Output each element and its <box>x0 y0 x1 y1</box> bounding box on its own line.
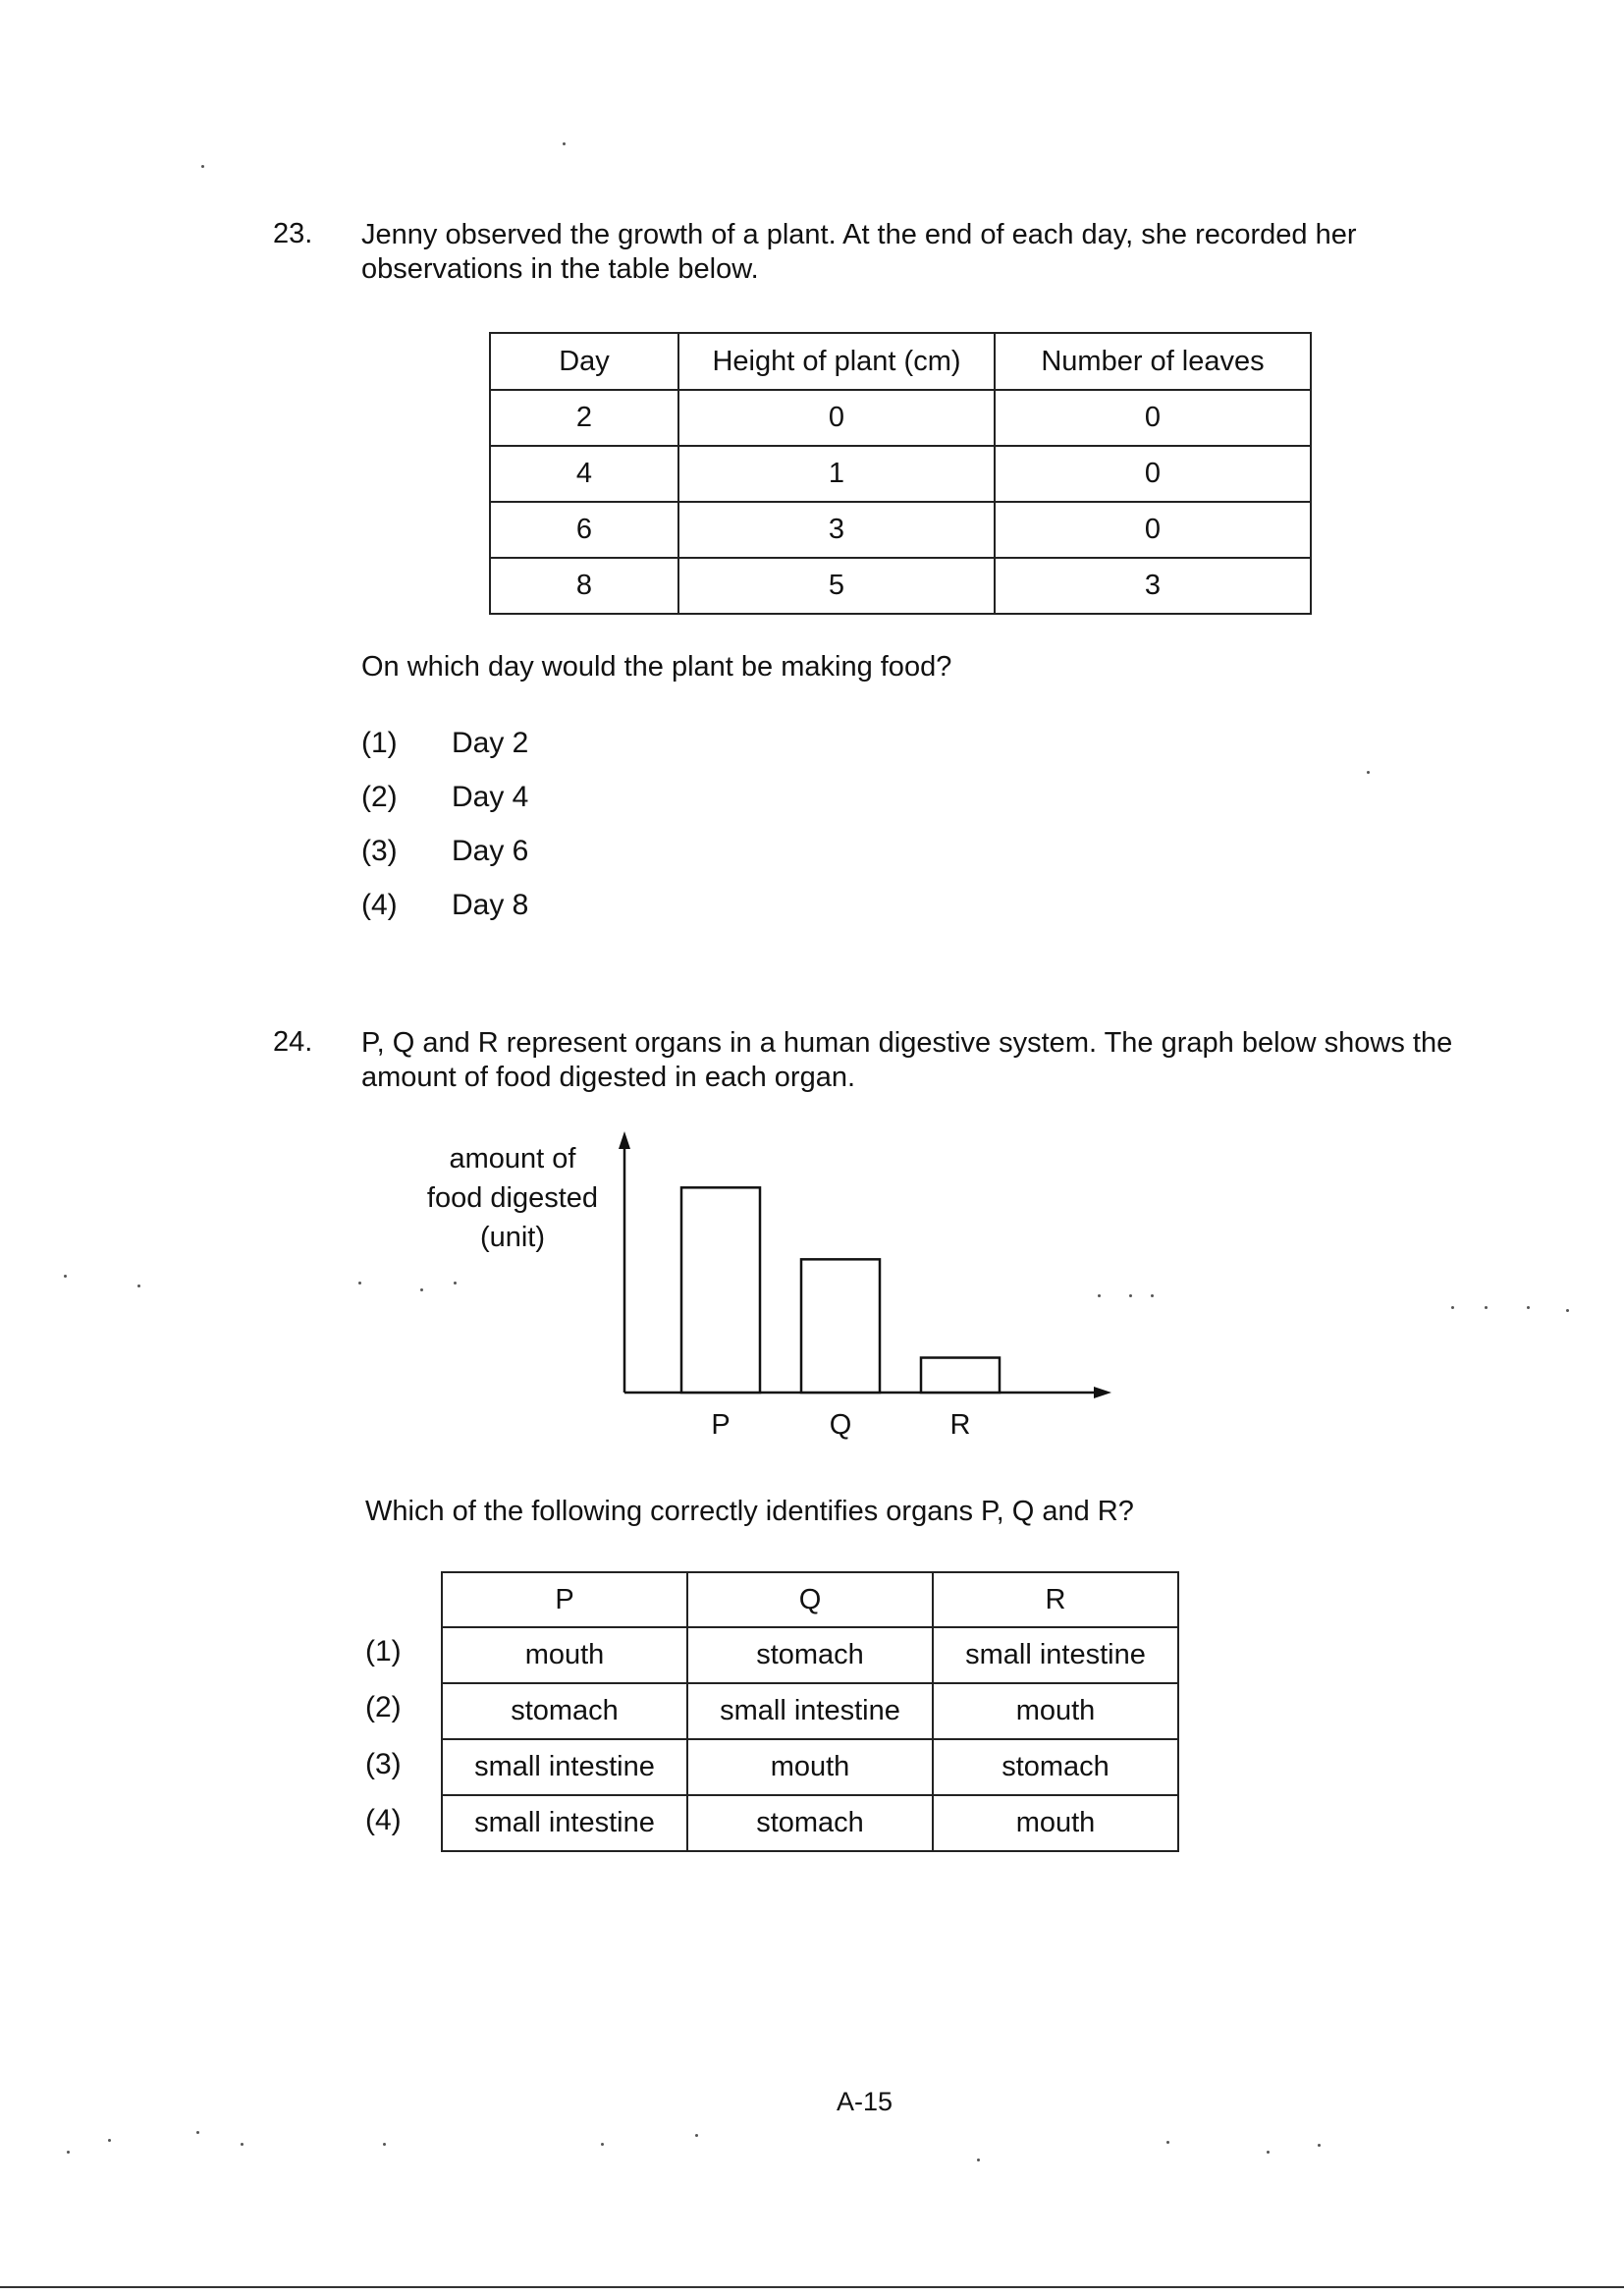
table-cell: 2 <box>490 390 678 446</box>
table-cell: stomach <box>687 1795 933 1851</box>
scan-speck <box>64 1275 67 1278</box>
organ-options-table <box>441 1571 1179 1852</box>
question-24-number: 24. <box>273 1026 313 1058</box>
option-number: (4) <box>361 889 398 921</box>
table-cell: 1 <box>678 446 995 502</box>
scan-speck <box>1318 2144 1321 2147</box>
answer-option-label: (4) <box>365 1804 402 1836</box>
bar-p <box>681 1187 760 1393</box>
digestion-bar-chart <box>589 1129 1139 1453</box>
scan-speck <box>201 165 204 168</box>
table-cell: small intestine <box>933 1627 1178 1683</box>
table-cell: mouth <box>442 1627 687 1683</box>
scan-speck <box>601 2143 604 2146</box>
scan-speck <box>563 142 566 145</box>
question-24-text: P, Q and R represent organs in a human digestive system. The graph below shows the amount of food digested in each organ. <box>361 1027 1453 1093</box>
table-cell: small intestine <box>442 1739 687 1795</box>
question-23-prompt: On which day would the plant be making food? <box>361 651 952 683</box>
answer-option-label: (1) <box>365 1635 402 1667</box>
table-cell: 3 <box>995 558 1311 614</box>
answer-option-label: (2) <box>365 1691 402 1723</box>
bar-q <box>801 1259 880 1393</box>
scan-speck <box>1098 1294 1101 1297</box>
scan-speck <box>1129 1294 1132 1297</box>
scan-speck <box>420 1288 423 1291</box>
table-header: R <box>933 1572 1178 1627</box>
table-header: Q <box>687 1572 933 1627</box>
page-number: A-15 <box>837 2087 893 2116</box>
table-cell: mouth <box>687 1739 933 1795</box>
scan-speck <box>1451 1306 1454 1309</box>
question-24-prompt: Which of the following correctly identifies organs P, Q and R? <box>365 1496 1134 1527</box>
answer-option-label: (3) <box>365 1748 402 1780</box>
table-cell: 0 <box>995 446 1311 502</box>
option-number: (1) <box>361 727 398 759</box>
scan-speck <box>1151 1294 1154 1297</box>
scan-speck <box>1166 2141 1169 2144</box>
table-cell: 0 <box>995 390 1311 446</box>
table-header: Height of plant (cm) <box>678 333 995 390</box>
y-axis-arrow-icon <box>619 1131 630 1149</box>
scan-speck <box>695 2134 698 2137</box>
table-header: P <box>442 1572 687 1627</box>
y-label-line: (unit) <box>479 1222 546 1253</box>
option-text: Day 4 <box>452 781 529 813</box>
table-cell: stomach <box>687 1627 933 1683</box>
scan-speck <box>383 2143 386 2146</box>
table-cell: small intestine <box>442 1795 687 1851</box>
question-23-text: Jenny observed the growth of a plant. At the end of each day, she recorded her observations in the table below. <box>361 219 1357 285</box>
table-cell: small intestine <box>687 1683 933 1739</box>
y-label-line: amount of <box>449 1143 576 1175</box>
question-23-number: 23. <box>273 218 313 249</box>
scan-speck <box>108 2139 111 2142</box>
x-tick-label: R <box>949 1409 971 1441</box>
option-text: Day 2 <box>452 727 529 759</box>
table-cell: stomach <box>933 1739 1178 1795</box>
table-cell: stomach <box>442 1683 687 1739</box>
scan-speck <box>137 1285 140 1287</box>
scan-speck <box>358 1282 361 1285</box>
table-cell: 3 <box>678 502 995 558</box>
table-cell: mouth <box>933 1795 1178 1851</box>
table-cell: 8 <box>490 558 678 614</box>
bar-r <box>921 1358 1000 1393</box>
table-cell: 6 <box>490 502 678 558</box>
y-label-line: food digested <box>426 1182 599 1214</box>
table-header: Number of leaves <box>995 333 1311 390</box>
option-number: (2) <box>361 781 398 813</box>
scan-speck <box>1566 1309 1569 1312</box>
scan-speck <box>1527 1306 1530 1309</box>
option-number: (3) <box>361 835 398 867</box>
scan-speck <box>67 2151 70 2154</box>
x-tick-label: P <box>711 1409 731 1441</box>
table-cell: 0 <box>995 502 1311 558</box>
scan-speck <box>1485 1306 1488 1309</box>
x-axis-arrow-icon <box>1094 1387 1111 1398</box>
table-cell: 0 <box>678 390 995 446</box>
scan-speck <box>1267 2151 1270 2154</box>
scan-speck <box>454 1282 457 1285</box>
scan-speck <box>1367 771 1370 774</box>
chart-y-axis-label <box>414 1139 611 1257</box>
scan-speck <box>196 2131 199 2134</box>
plant-growth-table <box>489 332 1312 615</box>
scan-speck <box>241 2143 244 2146</box>
table-cell: 5 <box>678 558 995 614</box>
table-header: Day <box>490 333 678 390</box>
table-cell: 4 <box>490 446 678 502</box>
table-cell: mouth <box>933 1683 1178 1739</box>
option-text: Day 6 <box>452 835 529 867</box>
x-tick-label: Q <box>829 1409 852 1441</box>
option-text: Day 8 <box>452 889 529 921</box>
scan-speck <box>977 2159 980 2161</box>
bottom-rule <box>0 2286 1624 2288</box>
